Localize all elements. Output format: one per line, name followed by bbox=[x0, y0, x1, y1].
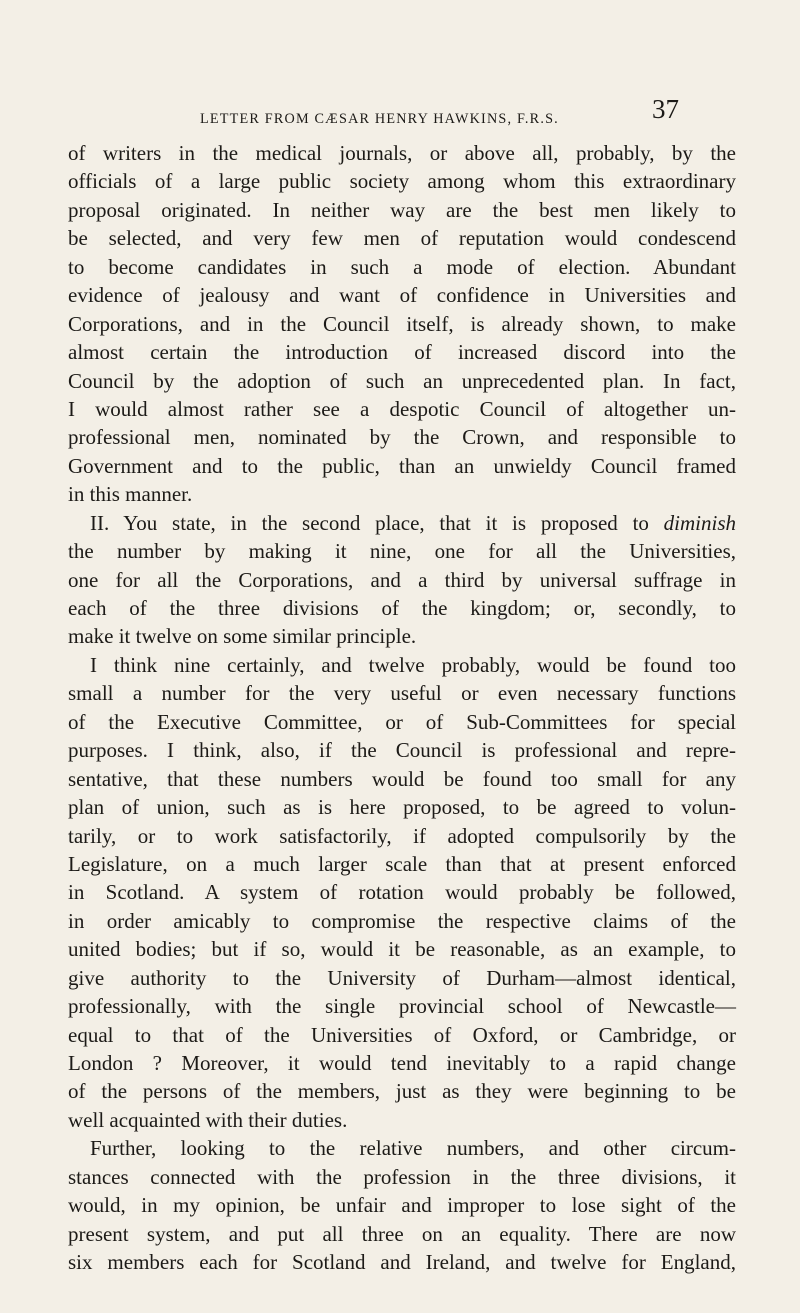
text-line: professional men, nominated by the Crown, and responsible to bbox=[68, 425, 736, 450]
text-line: in Scotland. A system of rotation would probably be followed, bbox=[68, 880, 736, 905]
text-line: to become candidates in such a mode of election. Abundant bbox=[68, 254, 736, 279]
text-line bbox=[68, 509, 736, 537]
text-line: give authority to the University of Durham—almost identical, bbox=[68, 965, 736, 990]
text-line: sentative, that these numbers would be found too small for any bbox=[68, 766, 736, 791]
text-line: well acquainted with their duties. bbox=[68, 1107, 348, 1132]
text-line: each of the three divisions of the kingdom; or, secondly, to bbox=[68, 596, 736, 620]
text-line: in this manner. bbox=[68, 482, 193, 507]
text-line: of the Executive Committee, or of Sub-Committees for special bbox=[68, 709, 736, 734]
text-line: small a number for the very useful or even necessary functions bbox=[68, 681, 736, 706]
text-line: evidence of jealousy and want of confidence in Universities and bbox=[68, 283, 736, 308]
text-line: would, in my opinion, be unfair and improper to lose sight of the bbox=[68, 1193, 736, 1218]
running-head bbox=[0, 92, 800, 128]
text-line: one for all the Corporations, and a third by universal suffrage in bbox=[68, 567, 736, 592]
text-line: officials of a large public society among whom this extraordinary bbox=[68, 169, 736, 194]
text-line: plan of union, such as is here proposed, to be agreed to volun- bbox=[68, 795, 736, 820]
text-line: almost certain the introduction of increased discord into the bbox=[68, 340, 736, 365]
text-line: I would almost rather see a despotic Council of altogether un- bbox=[68, 396, 736, 421]
text-line: Further, looking to the relative numbers, and other circum- bbox=[90, 1136, 736, 1161]
text-line: Corporations, and in the Council itself, is already shown, to make bbox=[68, 311, 736, 336]
text-line: I think nine certainly, and twelve probably, would be found too bbox=[90, 652, 736, 677]
text-line: six members each for Scotland and Ireland, and twelve for England, bbox=[68, 1250, 736, 1275]
text-line: equal to that of the Universities of Oxford, or Cambridge, or bbox=[68, 1022, 736, 1047]
text-line: the number by making it nine, one for all the Universities, bbox=[68, 539, 736, 564]
text-line: be selected, and very few men of reputation would condescend bbox=[68, 226, 736, 251]
text-line: tarily, or to work satisfactorily, if adopted compulsorily by the bbox=[68, 823, 736, 848]
page-number: 37 bbox=[652, 94, 679, 124]
text-line: Government and to the public, than an unwieldy Council framed bbox=[68, 453, 736, 478]
text-line: united bodies; but if so, would it be reasonable, as an example, to bbox=[68, 937, 736, 962]
text-line: make it twelve on some similar principle. bbox=[68, 624, 417, 649]
text-line: stances connected with the profession in the three divisions, it bbox=[68, 1164, 736, 1189]
text-line: proposal originated. In neither way are the best men likely to bbox=[68, 197, 736, 222]
text-line: of the persons of the members, just as they were beginning to be bbox=[68, 1079, 736, 1104]
text-line: Council by the adoption of such an unprecedented plan. In fact, bbox=[68, 368, 736, 393]
text-segment: II. You state, in the second place, that it is proposed to bbox=[90, 510, 649, 535]
text-line: present system, and put all three on an equality. There are now bbox=[68, 1221, 736, 1246]
running-title: LETTER FROM CÆSAR HENRY HAWKINS, F.R.S. bbox=[200, 111, 559, 127]
body-text bbox=[68, 139, 736, 1277]
text-line: professionally, with the single provincial school of Newcastle— bbox=[68, 994, 736, 1019]
text-line: London ? Moreover, it would tend inevitably to a rapid change bbox=[68, 1051, 736, 1075]
italic-word: diminish bbox=[663, 510, 737, 535]
text-line: of writers in the medical journals, or above all, probably, by the bbox=[68, 141, 736, 165]
text-line: Legislature, on a much larger scale than that at present enforced bbox=[68, 851, 736, 876]
text-line: purposes. I think, also, if the Council is professional and repre- bbox=[68, 738, 736, 763]
text-line: in order amicably to compromise the respective claims of the bbox=[68, 908, 736, 933]
